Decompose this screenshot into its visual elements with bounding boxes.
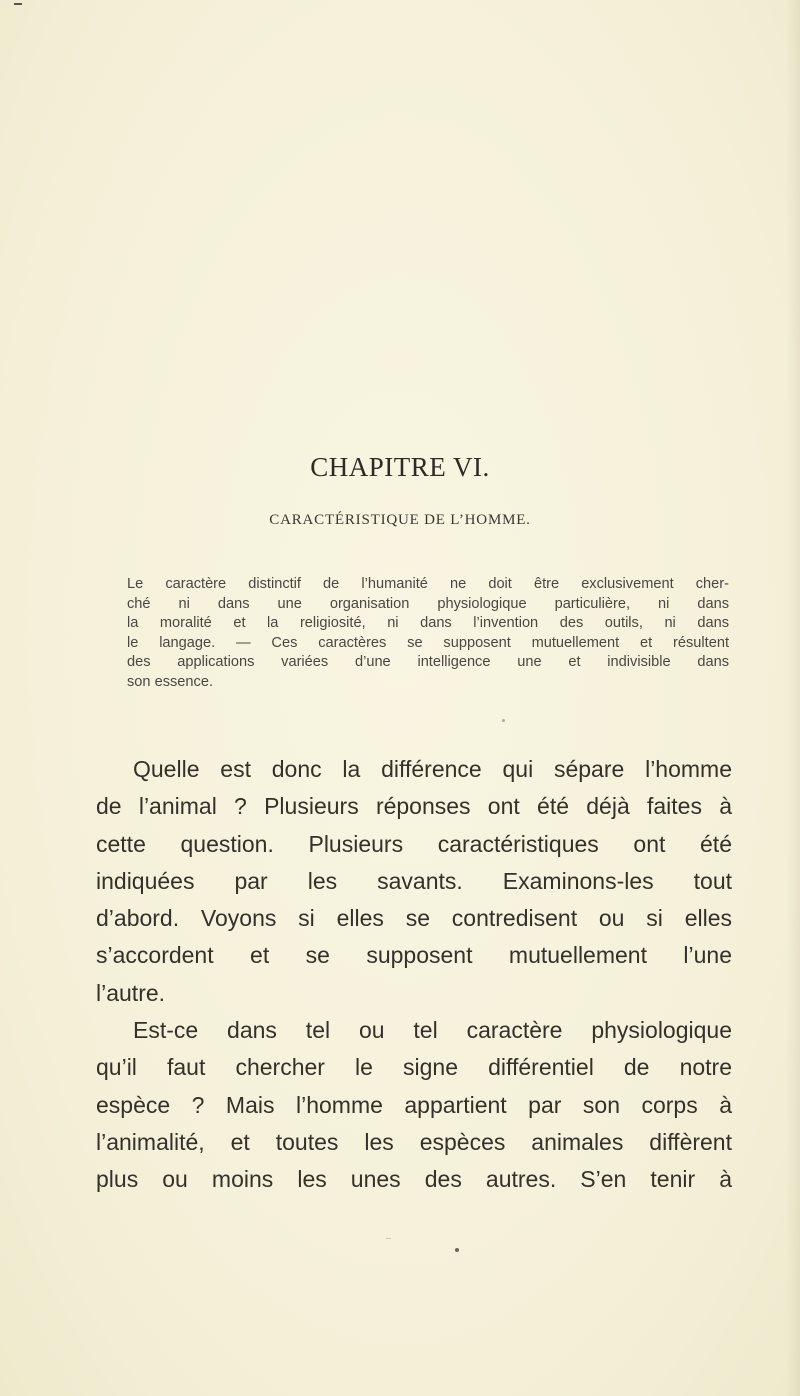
chapter-title: CHAPITRE VI. — [310, 452, 490, 482]
page-edge-shadow — [786, 0, 800, 1396]
paragraph-line: espèce ? Mais l’homme appartient par son corps à — [96, 1091, 732, 1118]
ink-dot — [502, 719, 505, 722]
paragraph-line: Quelle est donc la différence qui sépare l’homme — [133, 756, 732, 782]
paragraph-line: plus ou moins les unes des autres. S’en tenir à — [96, 1166, 732, 1193]
summary-line: ché ni dans une organisation physiologique particulière, ni dans — [127, 595, 729, 612]
summary-line: son essence. — [127, 673, 213, 690]
page-speck — [14, 3, 22, 5]
summary-line: Le caractère distinctif de l’humanité ne doit être exclusivement cher- — [127, 576, 729, 592]
chapter-summary — [127, 575, 729, 693]
chapter-subtitle: CARACTÉRISTIQUE DE L’HOMME. — [269, 512, 531, 528]
summary-line: le langage. — Ces caractères se supposent mutuellement et résultent — [127, 634, 729, 651]
paragraph-line: qu’il faut chercher le signe différentiel de notre — [96, 1054, 732, 1081]
paragraph-line: de l’animal ? Plusieurs réponses ont été déjà faites à — [96, 793, 732, 820]
paragraph-line: cette question. Plusieurs caractéristiques ont été — [96, 830, 732, 857]
paragraph-line: indiquées par les savants. Examinons-les tout — [96, 867, 732, 894]
paragraph-line: d’abord. Voyons si elles se contredisent ou si elles — [96, 905, 732, 932]
paragraph-line: Est-ce dans tel ou tel caractère physiologique — [133, 1017, 732, 1044]
paragraph-line: l’animalité, et toutes les espèces animales diffèrent — [96, 1128, 732, 1155]
summary-line: la moralité et la religiosité, ni dans l’invention des outils, ni dans — [127, 615, 729, 632]
paragraph-line: l’autre. — [96, 979, 166, 1006]
paragraph-line: s’accordent et se supposent mutuellement l’une — [96, 942, 732, 969]
summary-line: des applications variées d’une intelligence une et indivisible dans — [127, 654, 729, 671]
ink-dot — [455, 1248, 459, 1252]
main-text — [96, 751, 732, 1199]
page-speck — [386, 1238, 391, 1239]
